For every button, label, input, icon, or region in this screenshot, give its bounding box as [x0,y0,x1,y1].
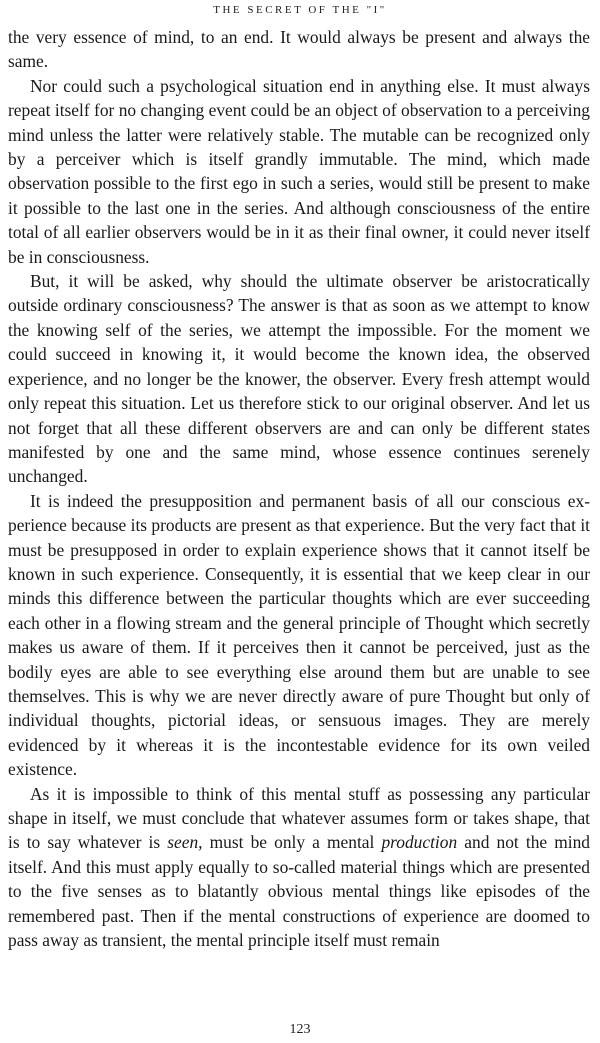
paragraph [8,74,590,269]
emphasized-text: seen, [167,832,203,853]
paragraph [8,269,590,489]
text-run: But, it will be asked, why should the ultimate observer be aristocratically outside ordinary consciousness? The answer is that as soon as we attempt to know the knowing self of the series, we attempt the impossible. For the moment we could succeed in knowing it, it would become the known idea, the observed experience, and no longer be the knower, the observer. Every fresh attempt would only repeat this situation. Let us therefore stick to our original observer. And let us not forget that all these different observers are and can only be different states manifested by one and the same mind, whose essence continues serenely unchanged. [8,271,590,487]
emphasized-text: production [381,832,458,853]
text-run: Nor could such a psychological situation end in anything else. It must always repeat itself for no changing event could be an object of observation to a perceiving mind unless the latter were relatively stable. The mutable can be recognized only by a perceiver which is itself grandly immutable. The mind, which made observation possible to the first ego in such a series, would still be present to make it possible to the last one in the series. And although consciousness of the entire total of all earlier observers would be in it as their final owner, it could never itself be in consciousness. [8,75,590,267]
text-run: As it is impossible to think of this mental stuff as possessing any particular shape in itself, we must conclude that whatever assumes form or takes shape, that is to say whatever is [8,783,590,853]
paragraph [8,489,590,782]
text-run: the very essence of mind, to an end. It would always be present and always the same. [8,27,590,72]
page-number: 123 [289,1022,311,1037]
text-run: must be only a mental [202,832,382,853]
body-text [8,25,590,952]
paragraph [8,25,590,74]
text-run: and not the mind itself. And this must apply equally to so-called material things which are presented to the five senses as to blatantly obvious mental things like episodes of the remembered past. Then if the mental constructions of experience are doomed to pass away as transient, the mental principle itself must remain [8,832,590,951]
running-head: THE SECRET OF THE "I" [213,4,387,16]
paragraph [8,782,590,953]
text-run: It is indeed the presupposition and permanent basis of all our conscious experience because its products are present as that experience. But the very fact that it must be presupposed in order to explain experience shows that it cannot itself be known in such experience. Consequently, it is essential that we keep clear in our minds this difference between the particular thoughts which are ever succeeding each other in a flowing stream and the general principle of Thought which secretly makes us aware of them. If it perceives then it cannot be perceived, just as the bodily eyes are able to see everything else around them but are unable to see themselves. This is why we are never directly aware of pure Thought but only of individual thoughts, pictorial ideas, or sensuous images. They are merely evidenced by it whereas it is the incontestable evidence for its own veiled existence. [8,490,590,780]
